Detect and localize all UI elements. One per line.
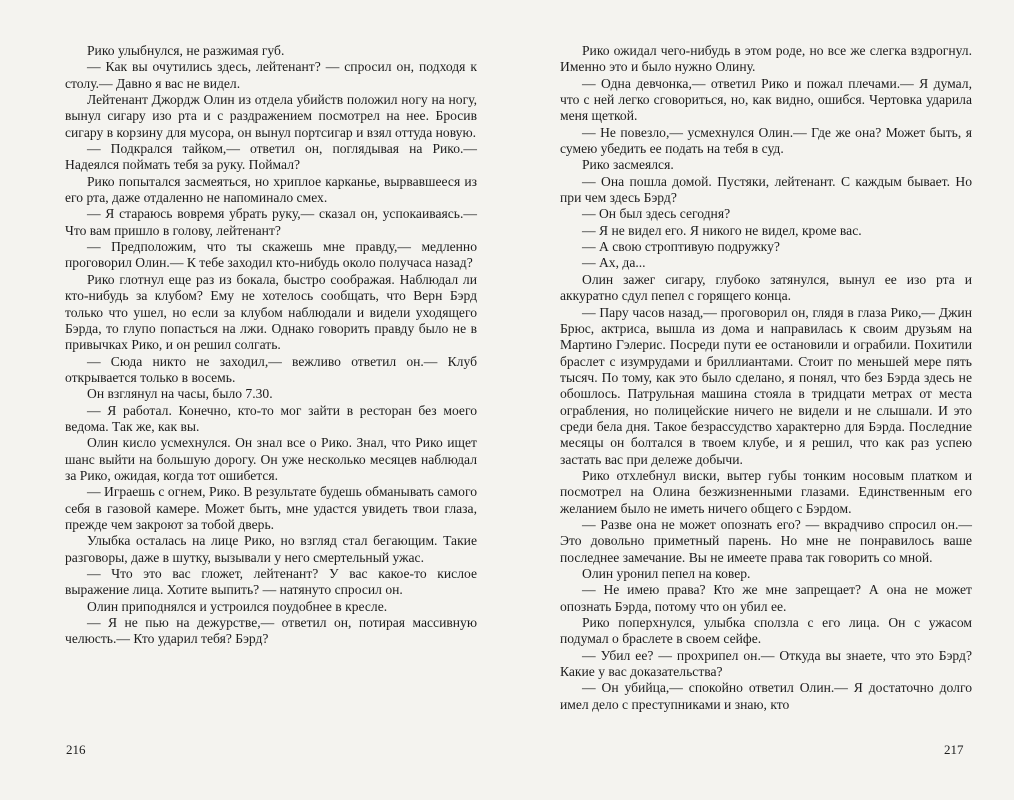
paragraph: Он взглянул на часы, было 7.30. (87, 386, 273, 402)
right-page-text (560, 43, 972, 713)
paragraph: Рико поперхнулся, улыбка сползла с его лица. Он с ужасом подумал о браслете в своем сейфе. (560, 615, 972, 647)
paragraph: — Подкрался тайком,— ответил он, поглядывая на Рико.— Надеялся поймать тебя за руку. Поймал? (65, 141, 477, 173)
paragraph: Рико попытался засмеяться, но хриплое карканье, вырвавшееся из его рта, даже отдаленно не напоминало смех. (65, 173, 477, 206)
paragraph: — Разве она не может опознать его? — вкрадчиво спросил он.— Это довольно приметный парень. Но мне не понравилось ваше последнее замечание. Вы не имеете права так говорить со мной. (560, 516, 972, 565)
paragraph: Рико отхлебнул виски, вытер губы тонким носовым платком и посмотрел на Олина безжизненными глазами. Единственным его желанием было не иметь ничего общего с Бэрдом. (560, 467, 972, 516)
paragraph: Олин кисло усмехнулся. Он знал все о Рико. Знал, что Рико ищет шанс выйти на большую дорогу. Он уже несколько месяцев наблюдал за Рико, ожидая, когда тот ошибется. (65, 435, 477, 483)
paragraph: — А свою строптивую подружку? (582, 239, 780, 255)
paragraph: Рико улыбнулся, не разжимая губ. (87, 43, 285, 58)
right-page-number: 217 (944, 742, 964, 757)
left-page-text (65, 43, 477, 648)
paragraph: Рико глотнул еще раз из бокала, быстро соображая. Наблюдал ли кто-нибудь за клубом? Ему не хотелось сообщать, что Верн Бэрд только что ушел, но если за клубом наблюдали и видели уходящего Бэрда, то глупо попасться на лжи. Однако говорить правду было не в привычках Рико, и он решил солгать. (65, 271, 477, 353)
paragraph: Улыбка осталась на лице Рико, но взгляд стал бегающим. Такие разговоры, даже в шутку, вызывали у него смертельный ужас. (65, 533, 477, 565)
paragraph: — Пару часов назад,— проговорил он, глядя в глаза Рико,— Джин Брюс, актриса, вышла из дома и направилась к своим друзьям на Мартино Гэлерис. Посреди пути ее остановили и ограбили. Похитили браслет с изумрудами и бриллиантами. Стоит по меньшей мере пять тысяч. По тому, как это было сделано, я понял, что без Бэрда здесь не обошлось. Патрульная машина стояла в тридцати метрах от места ограбления, но полицейские ничего не видели и не слышали. И это среди бела дня. Такое безрассудство характерно для Бэрда. Последние месяцы он болтался в твоем клубе, и я решил, что как раз успею застать вас при дележе добычи. (560, 304, 972, 467)
paragraph: — Одна девчонка,— ответил Рико и пожал плечами.— Я думал, что с ней легко сговориться, но, как видно, ошибся. Чертовка ударила меня щеткой. (560, 75, 972, 124)
paragraph: Рико засмеялся. (582, 157, 674, 173)
paragraph: — Что это вас гложет, лейтенант? У вас какое-то кислое выражение лица. Хотите выпить? — натянуто спросил он. (65, 566, 477, 598)
paragraph: — Убил ее? — прохрипел он.— Откуда вы знаете, что это Бэрд? Какие у вас доказательства? (560, 647, 972, 680)
paragraph: Рико ожидал чего-нибудь в этом роде, но все же слегка вздрогнул. Именно это и было нужно Олину. (560, 43, 972, 75)
paragraph: — Он был здесь сегодня? (582, 206, 731, 222)
paragraph: Олин зажег сигару, глубоко затянулся, вынул ее изо рта и аккуратно сдул пепел с горящего конца. (560, 271, 972, 304)
paragraph: — Играешь с огнем, Рико. В результате будешь обманывать самого себя в газовой камере. Может быть, мне удастся увидеть твои глаза, прежде чем закроют за тобой дверь. (65, 484, 477, 532)
paragraph: — Не повезло,— усмехнулся Олин.— Где же она? Может быть, я сумею убедить ее подать на тебя в суд. (560, 124, 972, 157)
paragraph: — Я работал. Конечно, кто-то мог зайти в ресторан без моего ведома. Так же, как вы. (65, 402, 477, 434)
paragraph: Олин уронил пепел на ковер. (582, 566, 751, 581)
paragraph: — Она пошла домой. Пустяки, лейтенант. С каждым бывает. Но при чем здесь Бэрд? (560, 173, 972, 206)
paragraph: Лейтенант Джордж Олин из отдела убийств положил ногу на ногу, вынул сигару изо рта и с раздражением посмотрел на нее. Бросив сигару в корзину для мусора, он вынул портсигар и взял оттуда новую. (65, 92, 477, 140)
paragraph: — Я не пью на дежурстве,— ответил он, потирая массивную челюсть.— Кто ударил тебя? Бэрд? (65, 615, 477, 647)
paragraph: — Я стараюсь вовремя убрать руку,— сказал он, успокаиваясь.— Что вам пришло в голову, лейтенант? (65, 206, 477, 238)
paragraph: — Как вы очутились здесь, лейтенант? — спросил он, подходя к столу.— Давно я вас не видел. (65, 59, 477, 91)
paragraph: Олин приподнялся и устроился поудобнее в кресле. (87, 598, 388, 614)
paragraph: — Не имею права? Кто же мне запрещает? А она не может опознать Бэрда, потому что он убил ее. (560, 582, 972, 614)
paragraph: — Ах, да... (582, 255, 646, 271)
left-page-number: 216 (66, 742, 86, 757)
paragraph: — Он убийца,— спокойно ответил Олин.— Я достаточно долго имел дело с преступниками и знаю, кто (560, 680, 972, 712)
paragraph: — Я не видел его. Я никого не видел, кроме вас. (582, 222, 862, 238)
paragraph: — Сюда никто не заходил,— вежливо ответил он.— Клуб открывается только в восемь. (65, 353, 477, 385)
paragraph: — Предположим, что ты скажешь мне правду,— медленно проговорил Олин.— К тебе заходил кто-нибудь около получаса назад? (65, 239, 477, 271)
